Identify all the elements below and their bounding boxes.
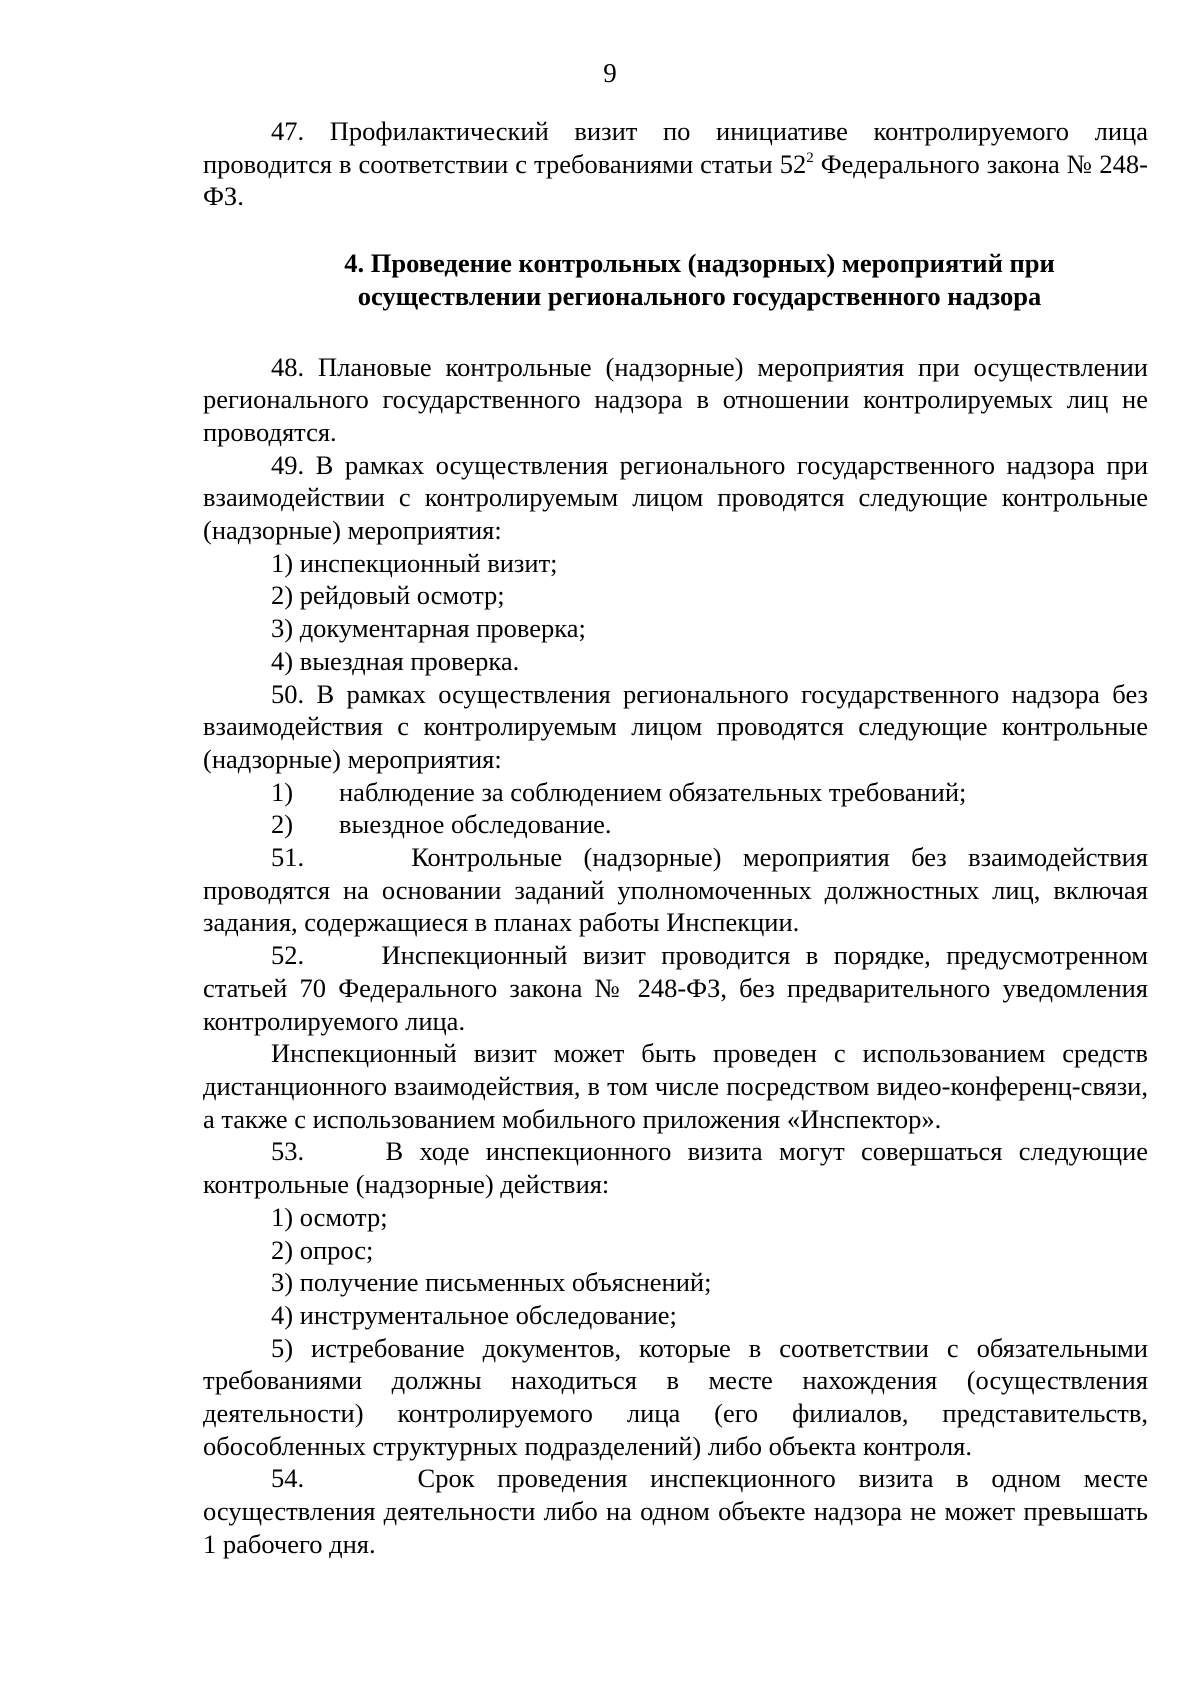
list-item: 3) получение письменных объяснений;	[271, 1267, 712, 1298]
section-heading-line-1: 4. Проведение контрольных (надзорных) мероприятий при	[344, 248, 1055, 279]
section-heading-line-2: осуществлении регионального государственного надзора	[357, 280, 1042, 311]
paragraph-51	[203, 841, 1148, 939]
paragraph-52-text: Инспекционный визит проводится в порядке, предусмотренном статьей 70 Федерального закона № 248-ФЗ, без предварительного уведомления контролируемого лица.	[203, 940, 1149, 1036]
list-item-number: 2)	[271, 809, 294, 840]
paragraph-49: 49. В рамках осуществления регионального государственного надзора при взаимодействии с контролируемым лицом проводятся следующие контрольные (надзорные) мероприятия:	[203, 449, 1148, 546]
document-body	[203, 115, 1148, 1561]
section-heading	[203, 247, 1148, 312]
list-item	[203, 776, 1148, 809]
list-item: 5) истребование документов, которые в соответствии с обязательными требованиями должны находиться в месте нахождения (осуществления деятельности) контролируемого лица (его филиалов, представительств, обособленных структурных подразделений) либо объекта контроля.	[203, 1332, 1148, 1461]
list-item: 2) рейдовый осмотр;	[271, 580, 505, 611]
superscript: 2	[806, 149, 814, 166]
paragraph-47-text: 47. Профилактический визит по инициативе контролируемого лица проводится в соответствии с требованиями статьи 52	[203, 116, 1148, 179]
paragraph-number: 51.	[271, 842, 305, 873]
list-item-text: наблюдение за соблюдением обязательных требований;	[339, 776, 967, 807]
paragraph-48: 48. Плановые контрольные (надзорные) мероприятия при осуществлении регионального государственного надзора в отношении контролируемых лиц не проводятся.	[203, 351, 1148, 447]
paragraph-54-text: Срок проведения инспекционного визита в одном месте осуществления деятельности либо на одном объекте надзора не может превышать 1 рабочего дня.	[203, 1463, 1148, 1559]
list-item-number: 1)	[271, 776, 294, 807]
paragraph-47	[203, 115, 1148, 213]
paragraph-51-text: Контрольные (надзорные) мероприятия без взаимодействия проводятся на основании заданий уполномоченных должностных лиц, включая задания, содержащиеся в планах работы Инспекции.	[203, 842, 1148, 938]
paragraph-47-tail: Федерального закона № 248-ФЗ.	[203, 148, 1148, 212]
paragraph-number: 52.	[271, 940, 305, 971]
paragraph-53	[203, 1135, 1148, 1200]
paragraph-52-continuation: Инспекционный визит может быть проведен с использованием средств дистанционного взаимодействия, в том числе посредством видео-конференц-связи, а также с использованием мобильного приложения «Инспектор».	[203, 1038, 1148, 1134]
paragraph-53-text: В ходе инспекционного визита могут совершаться следующие контрольные (надзорные) действия:	[203, 1136, 1149, 1200]
paragraph-number: 54.	[271, 1463, 305, 1494]
list-item: 2) опрос;	[271, 1234, 374, 1265]
list-item: 4) инструментальное обследование;	[271, 1299, 677, 1330]
list-item: 1) осмотр;	[271, 1201, 388, 1232]
list-item-text: выездное обследование.	[339, 809, 612, 840]
list-item	[203, 808, 1148, 841]
list-item: 1) инспекционный визит;	[271, 547, 558, 578]
list-item: 4) выездная проверка.	[271, 645, 520, 676]
list-item: 3) документарная проверка;	[271, 613, 586, 644]
page-number: 9	[603, 58, 617, 88]
paragraph-number: 53.	[271, 1136, 305, 1167]
paragraph-54	[203, 1462, 1148, 1560]
paragraph-52	[203, 939, 1148, 1037]
paragraph-50: 50. В рамках осуществления регионального государственного надзора без взаимодействия с контролируемым лицом проводятся следующие контрольные (надзорные) мероприятия:	[203, 678, 1148, 774]
